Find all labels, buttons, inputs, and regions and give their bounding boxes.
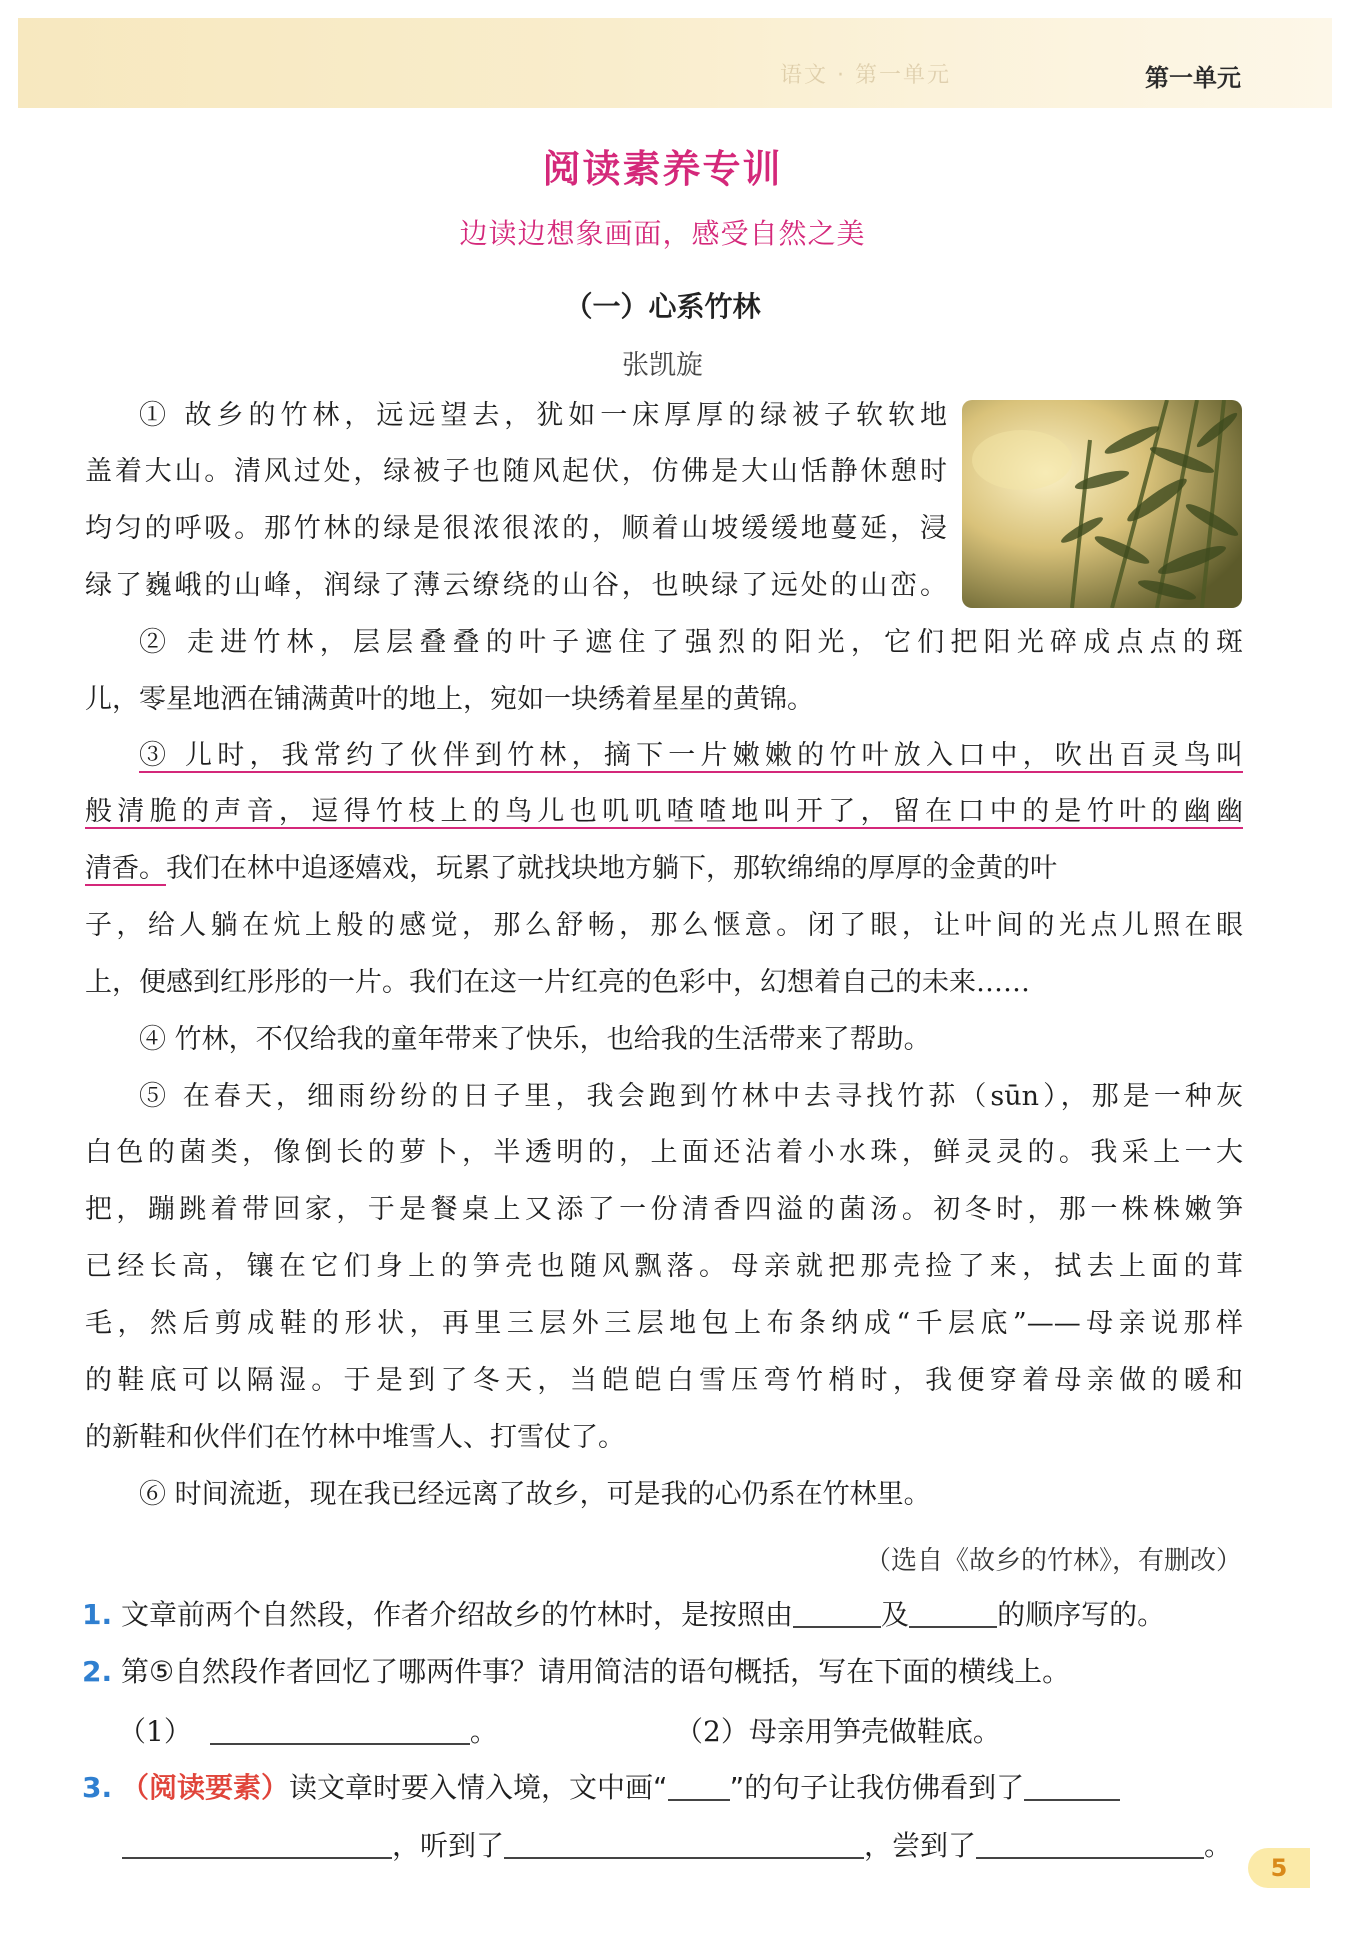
article-title: （一）心系竹林 [564, 290, 761, 323]
question-3-continued: ，听到了 ，尝到了 。 [122, 1826, 1232, 1866]
answer-blank[interactable] [504, 1827, 864, 1859]
article-line: 盖着大山。清风过处，绿被子也随风起伏，仿佛是大山恬静休憩时 [85, 456, 947, 487]
question-number: 3. [82, 1771, 113, 1804]
article-line: 我们在林中追逐嬉戏，玩累了就找块地方躺下，那软绵绵的厚厚的金黄的叶 [166, 853, 1057, 884]
page-number: 5 [1248, 1848, 1310, 1888]
article-line: 把，蹦跳着带回家，于是餐桌上又添了一份清香四溢的菌汤。初冬时，那一株株嫩笋 [85, 1194, 1243, 1225]
article-line: 白色的菌类，像倒长的萝卜，半透明的，上面还沾着小水珠，鲜灵灵的。我采上一大 [85, 1137, 1243, 1168]
article-line: 子，给人躺在炕上般的感觉，那么舒畅，那么惬意。闭了眼，让叶间的光点儿照在眼 [85, 910, 1243, 941]
header-faint-text: 语文 · 第一单元 [780, 63, 951, 88]
article-line: ⑤ 在春天，细雨纷纷的日子里，我会跑到竹林中去寻找竹荪（sūn），那是一种灰 [139, 1081, 1243, 1112]
answer-blank[interactable] [909, 1596, 997, 1628]
question-2-item-1: （1） 。 [118, 1715, 498, 1748]
question-number: 2. [82, 1655, 113, 1688]
answer-blank[interactable] [793, 1596, 881, 1628]
unit-label: 第一单元 [1145, 64, 1241, 92]
answer-blank[interactable] [1024, 1769, 1120, 1801]
article-line: ② 走进竹林，层层叠叠的叶子遮住了强烈的阳光，它们把阳光碎成点点的斑 [139, 627, 1243, 658]
article-line: 儿，零星地洒在铺满黄叶的地上，宛如一块绣着星星的黄锦。 [85, 684, 814, 715]
article-line: ④ 竹林，不仅给我的童年带来了快乐，也给我的生活带来了帮助。 [139, 1024, 931, 1055]
article-line: 上，便感到红彤彤的一片。我们在这一片红亮的色彩中，幻想着自己的未来…… [85, 967, 1030, 998]
article-line-underlined: ③ 儿时，我常约了伙伴到竹林，摘下一片嫩嫩的竹叶放入口中，吹出百灵鸟叫 [139, 740, 1243, 771]
question-2-item-2: （2）母亲用笋壳做鞋底。 [675, 1715, 1001, 1748]
article-line: 均匀的呼吸。那竹林的绿是很浓很浓的，顺着山坡缓缓地蔓延，浸 [85, 513, 947, 544]
page-title: 阅读素养专训 [542, 147, 783, 191]
reading-element-tag: （阅读要素） [121, 1771, 290, 1804]
article-line: 的新鞋和伙伴们在竹林中堆雪人、打雪仗了。 [85, 1422, 625, 1453]
question-3: 3. （阅读要素）读文章时要入情入境，文中画“ ”的句子让我仿佛看到了 [82, 1768, 1120, 1808]
article-line-underlined: 般清脆的声音，逗得竹枝上的鸟儿也叽叽喳喳地叫开了，留在口中的是竹叶的幽幽 [85, 796, 1243, 827]
bamboo-illustration-art [962, 400, 1242, 608]
article-line: ① 故乡的竹林，远远望去，犹如一床厚厚的绿被子软软地 [139, 400, 947, 431]
answer-blank[interactable] [122, 1827, 392, 1859]
article-line: 毛，然后剪成鞋的形状，再里三层外三层地包上布条纳成“千层底”——母亲说那样 [85, 1308, 1243, 1339]
question-number: 1. [82, 1598, 113, 1631]
page-subtitle: 边读边想象画面，感受自然之美 [459, 217, 866, 250]
answer-blank[interactable] [668, 1769, 730, 1801]
question-2: 2. 第⑤自然段作者回忆了哪两件事？请用简洁的语句概括，写在下面的横线上。 [82, 1655, 1071, 1688]
article-line: ⑥ 时间流逝，现在我已经远离了故乡，可是我的心仍系在竹林里。 [139, 1479, 931, 1510]
header-band [18, 18, 1332, 108]
article-line: 已经长高，镶在它们身上的笋壳也随风飘落。母亲就把那壳捡了来，拭去上面的茸 [85, 1251, 1243, 1282]
bamboo-illustration [962, 400, 1242, 608]
article-author: 张凯旋 [622, 350, 703, 381]
article-line: 的鞋底可以隔湿。于是到了冬天，当皑皑白雪压弯竹梢时，我便穿着母亲做的暖和 [85, 1365, 1243, 1396]
question-1: 1. 文章前两个自然段，作者介绍故乡的竹林时，是按照由 及 的顺序写的。 [82, 1598, 1166, 1631]
answer-blank[interactable] [976, 1827, 1204, 1859]
answer-blank[interactable] [210, 1713, 470, 1745]
article-line-underlined: 清香。 [85, 853, 166, 884]
article-line: 绿了巍峨的山峰，润绿了薄云缭绕的山谷，也映绿了远处的山峦。 [85, 570, 947, 601]
article-source: （选自《故乡的竹林》，有删改） [864, 1546, 1242, 1576]
